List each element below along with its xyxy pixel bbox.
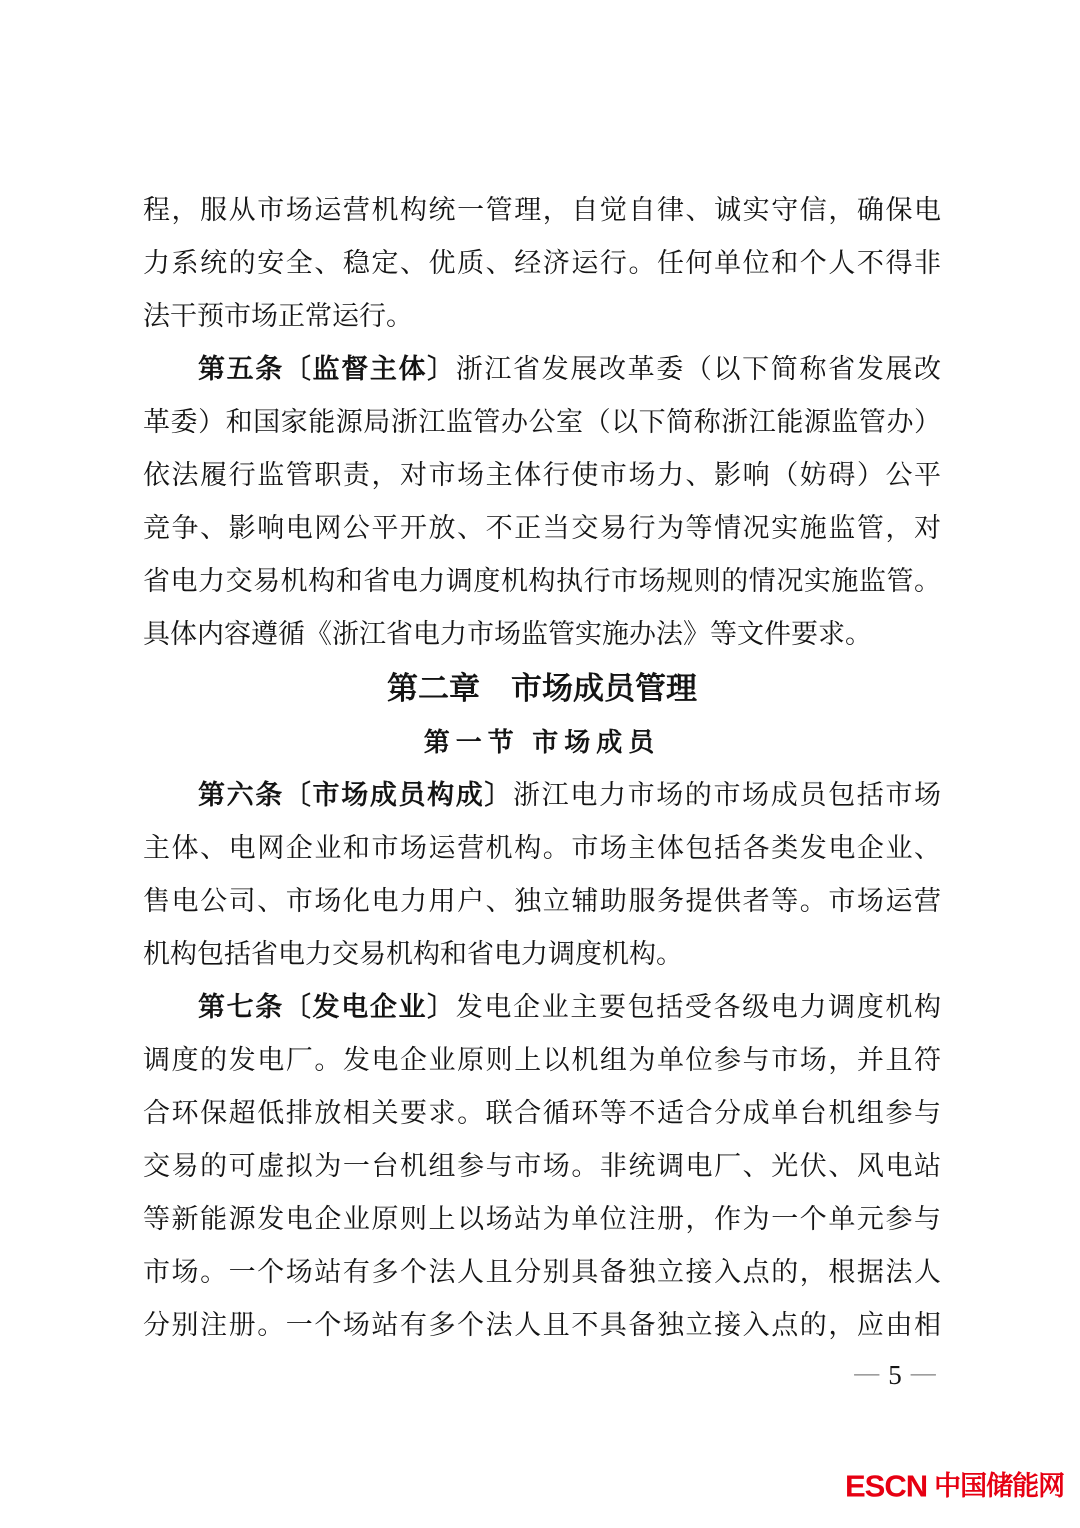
text-line <box>143 1299 941 1352</box>
article-label: 第六条〔市场成员构成〕 <box>198 780 514 810</box>
text-line <box>143 981 941 1034</box>
line-text: 力系统的安全、稳定、优质、经济运行。任何单位和个人不得非 <box>143 248 941 278</box>
text-line <box>143 608 941 661</box>
line-text: 依法履行监管职责，对市场主体行使市场力、影响（妨碍）公平 <box>143 460 941 490</box>
text-line <box>143 343 941 396</box>
line-text: 革委）和国家能源局浙江监管办公室（以下简称浙江能源监管办） <box>143 407 941 437</box>
text-line <box>143 1246 941 1299</box>
escn-logo <box>845 1470 1064 1502</box>
escn-logo-cjk-text: 中国储能网 <box>934 1471 1065 1502</box>
text-line <box>143 449 941 502</box>
line-text: 程，服从市场运营机构统一管理，自觉自律、诚实守信，确保电 <box>143 195 941 225</box>
line-text: 等新能源发电企业原则上以场站为单位注册，作为一个单元参与 <box>143 1204 941 1234</box>
page-number-value: 5 <box>888 1360 902 1390</box>
line-text: 法干预市场正常运行。 <box>143 301 413 331</box>
line-text: 分别注册。一个场站有多个法人且不具备独立接入点的，应由相 <box>143 1310 941 1340</box>
chapter-heading <box>143 661 941 717</box>
line-text: 具体内容遵循《浙江省电力市场监管实施办法》等文件要求。 <box>143 619 872 649</box>
text-line <box>143 875 941 928</box>
line-text: 发电企业主要包括受各级电力调度机构 <box>455 992 942 1022</box>
line-text: 第二章 市场成员管理 <box>387 671 697 706</box>
line-text: 机构包括省电力交易机构和省电力调度机构。 <box>143 939 683 969</box>
text-line <box>143 502 941 555</box>
escn-logo-latin-text: ESCN <box>845 1468 928 1504</box>
line-text: 主体、电网企业和市场运营机构。市场主体包括各类发电企业、 <box>143 833 941 863</box>
line-text: 合环保超低排放相关要求。联合循环等不适合分成单台机组参与 <box>143 1098 941 1128</box>
line-text: 浙江省发展改革委（以下简称省发展改 <box>455 354 942 384</box>
text-line <box>143 184 941 237</box>
text-line <box>143 290 941 343</box>
line-text: 省电力交易机构和省电力调度机构执行市场规则的情况实施监管。 <box>143 566 941 596</box>
text-line <box>143 1140 941 1193</box>
text-line <box>143 555 941 608</box>
line-text: 调度的发电厂。发电企业原则上以机组为单位参与市场，并且符 <box>143 1045 941 1075</box>
section-heading <box>143 717 941 769</box>
text-line <box>143 822 941 875</box>
page-number-dash-left: — <box>854 1360 880 1387</box>
text-line <box>143 1034 941 1087</box>
line-text: 售电公司、市场化电力用户、独立辅助服务提供者等。市场运营 <box>143 886 941 916</box>
text-line <box>143 1193 941 1246</box>
line-text: 市场。一个场站有多个法人且分别具备独立接入点的，根据法人 <box>143 1257 941 1287</box>
line-text: 第一节 市场成员 <box>423 728 661 757</box>
document-text-block <box>143 184 941 1352</box>
text-line <box>143 769 941 822</box>
text-line <box>143 237 941 290</box>
article-label: 第五条〔监督主体〕 <box>198 354 456 384</box>
text-line <box>143 396 941 449</box>
line-text: 浙江电力市场的市场成员包括市场 <box>513 780 942 810</box>
text-line <box>143 1087 941 1140</box>
article-label: 第七条〔发电企业〕 <box>198 992 456 1022</box>
text-line <box>143 928 941 981</box>
line-text: 交易的可虚拟为一台机组参与市场。非统调电厂、光伏、风电站 <box>143 1151 941 1181</box>
page-number <box>828 1360 962 1391</box>
page-number-dash-right: — <box>910 1360 936 1387</box>
line-text: 竞争、影响电网公平开放、不正当交易行为等情况实施监管，对 <box>143 513 941 543</box>
